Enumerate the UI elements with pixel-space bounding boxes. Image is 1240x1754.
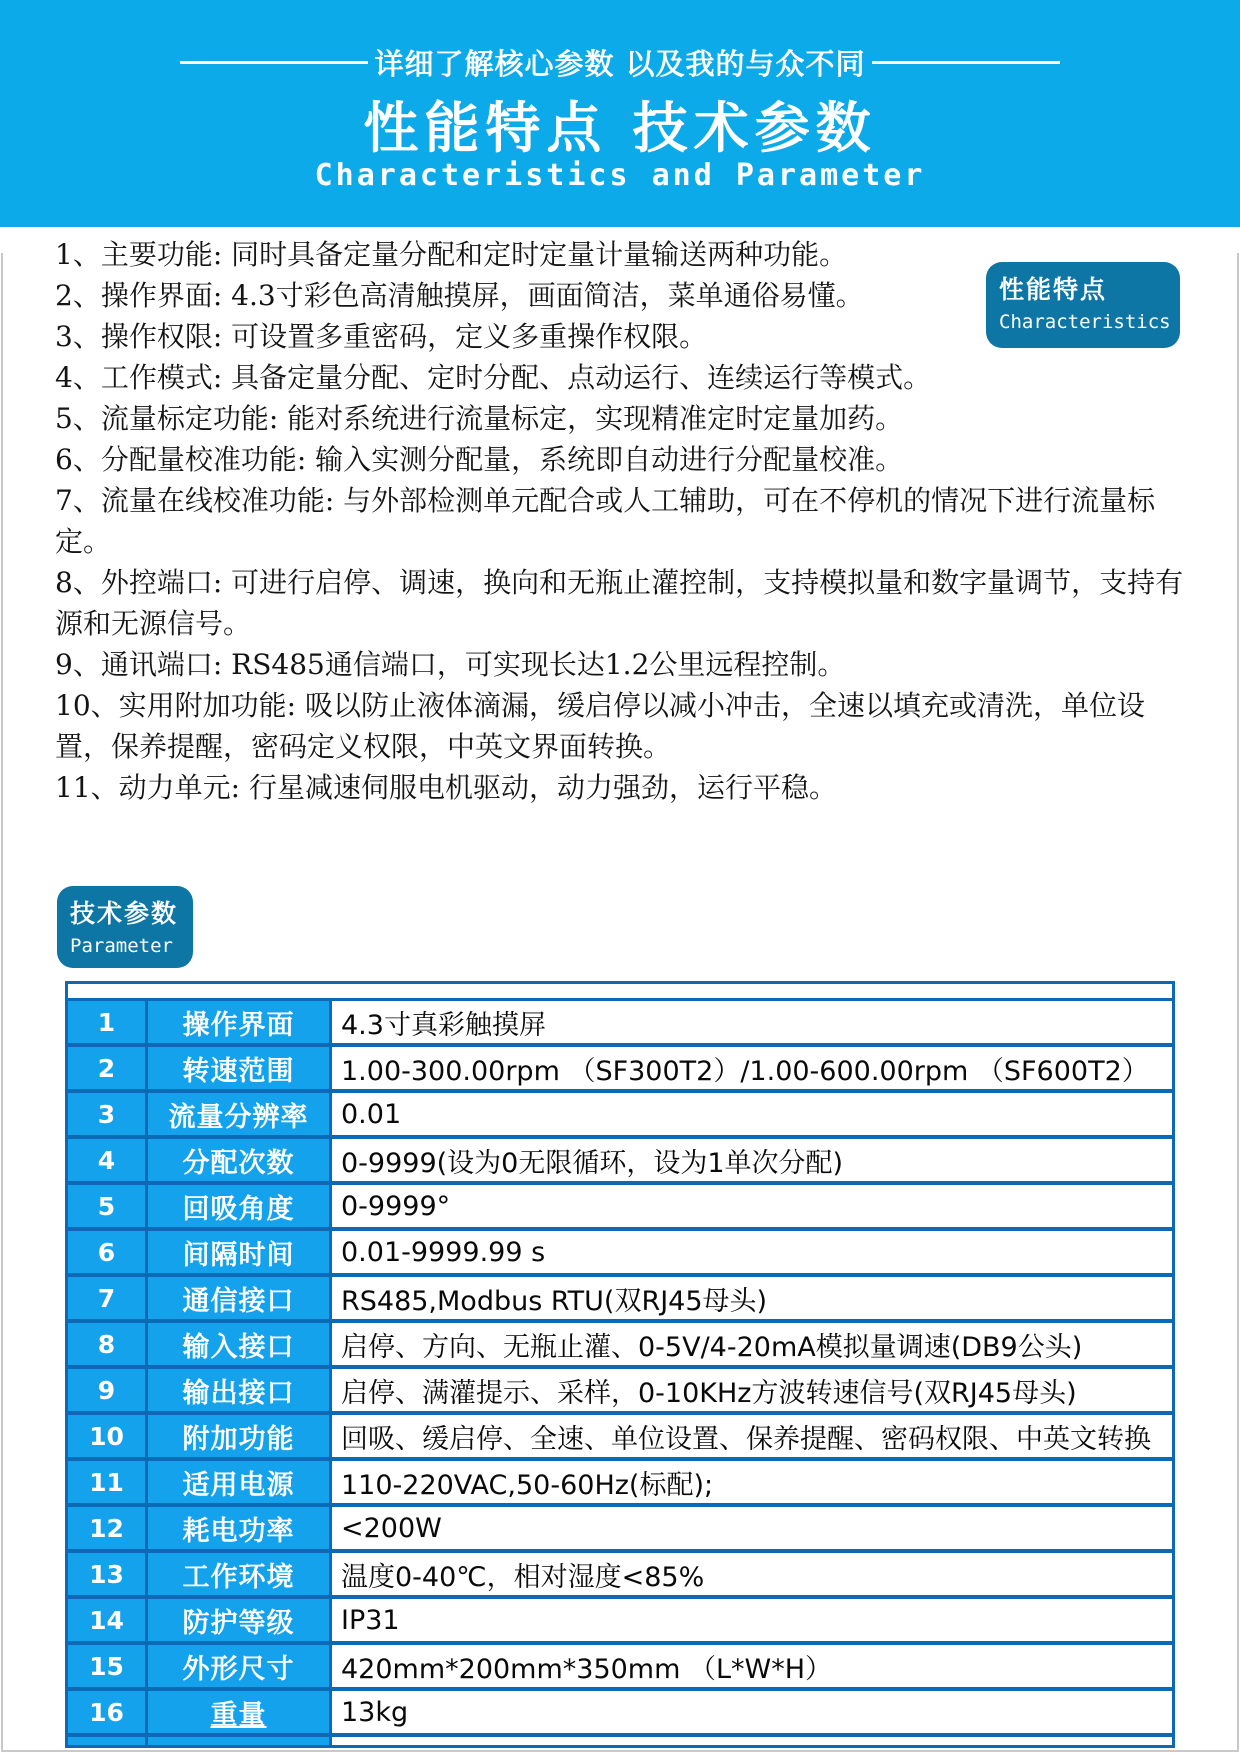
table-row	[68, 1047, 1172, 1093]
table-row	[68, 1277, 1172, 1323]
parameter-badge-zh: 技术参数	[70, 899, 179, 928]
feature-item: 4、工作模式: 具备定量分配、定时分配、点动运行、连续运行等模式。	[55, 361, 932, 394]
feature-item: 5、流量标定功能: 能对系统进行流量标定，实现精准定时定量加药。	[55, 402, 904, 435]
row-label: 工作环境	[148, 1553, 332, 1595]
row-label: 转速范围	[148, 1047, 332, 1089]
partial-cell	[332, 1737, 1172, 1745]
row-label: 重量	[148, 1691, 332, 1733]
row-label: 流量分辨率	[148, 1093, 332, 1135]
table-row	[68, 1415, 1172, 1461]
row-label: 分配次数	[148, 1139, 332, 1181]
row-value: 启停、方向、无瓶止灌、0-5V/4-20mA模拟量调速(DB9公头)	[332, 1323, 1172, 1365]
feature-item: 8、外控端口: 可进行启停、调速，换向和无瓶止灌控制，支持模拟量和数字量调节，支持有源和无源信号。	[55, 566, 1184, 640]
row-label: 附加功能	[148, 1415, 332, 1457]
row-label: 耗电功率	[148, 1507, 332, 1549]
parameter-badge	[57, 886, 193, 968]
row-label: 外形尺寸	[148, 1645, 332, 1687]
feature-item: 6、分配量校准功能: 输入实测分配量，系统即自动进行分配量校准。	[55, 443, 904, 476]
row-value: IP31	[332, 1599, 1172, 1641]
row-number: 15	[68, 1645, 148, 1687]
row-value: 420mm*200mm*350mm （L*W*H）	[332, 1645, 1172, 1687]
table-row	[68, 1093, 1172, 1139]
feature-item: 11、动力单元: 行星减速伺服电机驱动，动力强劲，运行平稳。	[55, 771, 837, 804]
tagline-right-line	[872, 61, 1060, 64]
feature-item: 2、操作界面: 4.3寸彩色高清触摸屏，画面简洁，菜单通俗易懂。	[55, 279, 864, 312]
row-value: 0-9999°	[332, 1185, 1172, 1227]
row-value: 0.01	[332, 1093, 1172, 1135]
row-number: 9	[68, 1369, 148, 1411]
row-value: RS485,Modbus RTU(双RJ45母头)	[332, 1277, 1172, 1319]
row-value: <200W	[332, 1507, 1172, 1549]
row-label: 输入接口	[148, 1323, 332, 1365]
characteristics-badge-en: Characteristics	[999, 311, 1171, 333]
row-value: 13kg	[332, 1691, 1172, 1733]
table-row-partial	[68, 1737, 1172, 1745]
row-number: 10	[68, 1415, 148, 1457]
row-number: 3	[68, 1093, 148, 1135]
row-number: 6	[68, 1231, 148, 1273]
row-value: 温度0-40℃，相对湿度<85%	[332, 1553, 1172, 1595]
table-row	[68, 1507, 1172, 1553]
table-row	[68, 1461, 1172, 1507]
row-label: 防护等级	[148, 1599, 332, 1641]
table-row	[68, 1323, 1172, 1369]
table-row	[68, 1553, 1172, 1599]
parameter-badge-en: Parameter	[70, 935, 173, 957]
row-label: 回吸角度	[148, 1185, 332, 1227]
row-number: 12	[68, 1507, 148, 1549]
row-value: 110-220VAC,50-60Hz(标配);	[332, 1461, 1172, 1503]
row-label: 通信接口	[148, 1277, 332, 1319]
characteristics-badge	[986, 262, 1180, 348]
page-title: 性能特点 技术参数	[363, 96, 877, 160]
table-row	[68, 1001, 1172, 1047]
feature-item: 9、通讯端口: RS485通信端口，可实现长达1.2公里远程控制。	[55, 648, 846, 681]
feature-item: 7、流量在线校准功能: 与外部检测单元配合或人工辅助，可在不停机的情况下进行流量标定。	[55, 484, 1156, 558]
row-number: 14	[68, 1599, 148, 1641]
feature-item: 1、主要功能: 同时具备定量分配和定时定量计量输送两种功能。	[55, 238, 848, 271]
row-number: 5	[68, 1185, 148, 1227]
row-value: 0-9999(设为0无限循环，设为1单次分配)	[332, 1139, 1172, 1181]
partial-cell	[148, 1737, 332, 1745]
table-row	[68, 1369, 1172, 1415]
row-number: 8	[68, 1323, 148, 1365]
table-row	[68, 1231, 1172, 1277]
banner-tagline-row	[0, 42, 1240, 83]
row-value: 1.00-300.00rpm （SF300T2）/1.00-600.00rpm （SF600T2）	[332, 1047, 1172, 1089]
row-label: 间隔时间	[148, 1231, 332, 1273]
row-number: 13	[68, 1553, 148, 1595]
feature-item: 3、操作权限: 可设置多重密码，定义多重操作权限。	[55, 320, 708, 353]
header-banner	[0, 0, 1240, 227]
characteristics-badge-zh: 性能特点	[999, 275, 1108, 304]
banner-tagline: 详细了解核心参数 以及我的与众不同	[374, 47, 866, 81]
table-row	[68, 1599, 1172, 1645]
table-row	[68, 1691, 1172, 1737]
row-number: 16	[68, 1691, 148, 1733]
row-label: 输出接口	[148, 1369, 332, 1411]
row-number: 2	[68, 1047, 148, 1089]
row-number: 7	[68, 1277, 148, 1319]
table-header-spacer	[68, 984, 1172, 1001]
row-value: 0.01-9999.99 s	[332, 1231, 1172, 1273]
row-value: 4.3寸真彩触摸屏	[332, 1001, 1172, 1043]
row-value: 启停、满灌提示、采样，0-10KHz方波转速信号(双RJ45母头)	[332, 1369, 1172, 1411]
table-row	[68, 1645, 1172, 1691]
table-row	[68, 1185, 1172, 1231]
row-label: 适用电源	[148, 1461, 332, 1503]
table-row	[68, 1139, 1172, 1185]
parameter-table	[65, 981, 1175, 1748]
row-number: 1	[68, 1001, 148, 1043]
page-subtitle: Characteristics and Parameter	[314, 158, 926, 193]
feature-item: 10、实用附加功能: 吸以防止液体滴漏，缓启停以减小冲击，全速以填充或清洗，单位设置，保养提醒，密码定义权限，中英文界面转换。	[55, 689, 1145, 763]
row-label: 操作界面	[148, 1001, 332, 1043]
partial-cell	[68, 1737, 148, 1745]
row-number: 4	[68, 1139, 148, 1181]
tagline-left-line	[180, 61, 368, 64]
row-value: 回吸、缓启停、全速、单位设置、保养提醒、密码权限、中英文转换	[332, 1415, 1172, 1457]
row-number: 11	[68, 1461, 148, 1503]
